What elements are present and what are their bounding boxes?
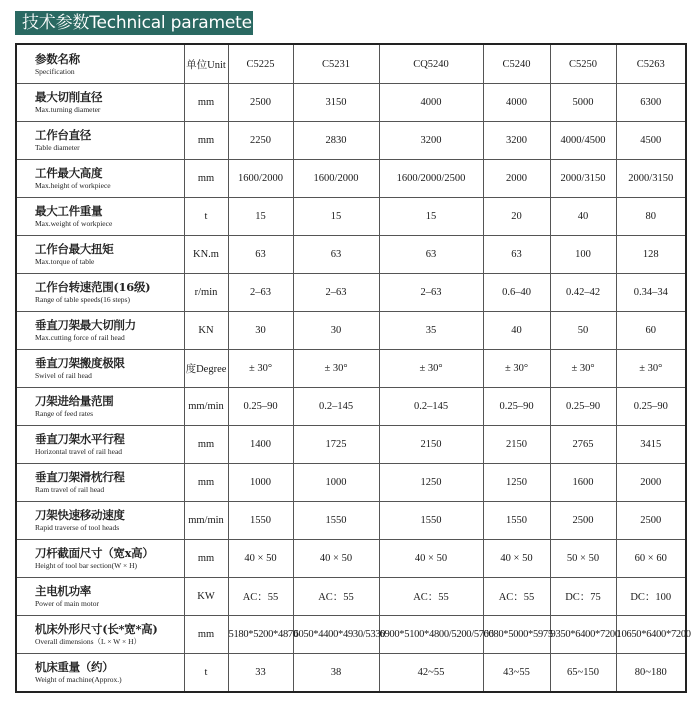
value-cell: 4000: [483, 84, 550, 122]
header-model-cq5240: CQ5240: [379, 44, 483, 84]
value-cell: 6680*5000*5975: [483, 616, 550, 654]
value-cell: 80~180: [616, 654, 686, 693]
spec-name-en: Horizontal travel of rail head: [35, 447, 123, 456]
value-cell: 35: [379, 312, 483, 350]
value-cell: 0.25–90: [616, 388, 686, 426]
spec-name-zh: 刀架进给量范围: [35, 394, 114, 408]
value-cell: 30: [228, 312, 293, 350]
unit-cell: 度Degree: [184, 350, 228, 388]
spec-name-zh: 主电机功率: [35, 584, 91, 598]
value-cell: 63: [483, 236, 550, 274]
header-model-c5240: C5240: [483, 44, 550, 84]
value-cell: 5000: [550, 84, 616, 122]
header-model-c5263: C5263: [616, 44, 686, 84]
value-cell: 40: [550, 198, 616, 236]
table-row: [16, 616, 686, 654]
unit-cell: mm: [184, 540, 228, 578]
header-model-c5225: C5225: [228, 44, 293, 84]
value-cell: 6900*5100*4800/5200/5700: [379, 616, 483, 654]
header-unit: 单位Unit: [184, 44, 228, 84]
spec-name-en: Swivel of rail head: [35, 371, 92, 380]
value-cell: 15: [228, 198, 293, 236]
value-cell: ± 30°: [228, 350, 293, 388]
value-cell: 0.25–90: [483, 388, 550, 426]
value-cell: 15: [293, 198, 379, 236]
value-cell: 1725: [293, 426, 379, 464]
value-cell: AC：55: [379, 578, 483, 616]
table-row: [16, 350, 686, 388]
value-cell: 2000/3150: [550, 160, 616, 198]
header-model-c5231: C5231: [293, 44, 379, 84]
value-cell: ± 30°: [379, 350, 483, 388]
spec-name-zh: 最大切削直径: [35, 90, 103, 104]
value-cell: 0.42–42: [550, 274, 616, 312]
value-cell: 1550: [483, 502, 550, 540]
value-cell: 6050*4400*4930/5330: [293, 616, 379, 654]
value-cell: AC：55: [228, 578, 293, 616]
table-row: [16, 122, 686, 160]
value-cell: 2–63: [379, 274, 483, 312]
value-cell: 2000/3150: [616, 160, 686, 198]
unit-cell: mm: [184, 84, 228, 122]
value-cell: 43~55: [483, 654, 550, 693]
spec-name-en: Max.turning diameter: [35, 105, 101, 114]
value-cell: 3150: [293, 84, 379, 122]
value-cell: 0.25–90: [228, 388, 293, 426]
value-cell: 1600/2000: [228, 160, 293, 198]
value-cell: 4500: [616, 122, 686, 160]
spec-name-en: Power of main motor: [35, 599, 99, 608]
spec-name-zh: 机床外形尺寸(长*宽*高): [35, 622, 158, 636]
spec-name-cell: [16, 122, 184, 160]
value-cell: 0.34–34: [616, 274, 686, 312]
value-cell: 40 × 50: [379, 540, 483, 578]
value-cell: 1000: [293, 464, 379, 502]
spec-name-cell: [16, 464, 184, 502]
table-row: [16, 198, 686, 236]
value-cell: 1550: [379, 502, 483, 540]
spec-name-cell: [16, 350, 184, 388]
value-cell: 38: [293, 654, 379, 693]
spec-name-cell: [16, 198, 184, 236]
value-cell: 0.2–145: [293, 388, 379, 426]
spec-name-zh: 垂直刀架水平行程: [35, 432, 125, 446]
header-spec-en: Specification: [35, 66, 75, 76]
value-cell: DC：100: [616, 578, 686, 616]
unit-cell: mm/min: [184, 502, 228, 540]
value-cell: ± 30°: [293, 350, 379, 388]
spec-name-en: Height of tool bar section(W × H): [35, 561, 137, 570]
spec-name-cell: [16, 426, 184, 464]
value-cell: ± 30°: [616, 350, 686, 388]
value-cell: 1250: [483, 464, 550, 502]
spec-name-en: Ram travel of rail head: [35, 485, 105, 494]
page-title: 技术参数Technical parameter: [15, 11, 253, 35]
value-cell: 40 × 50: [483, 540, 550, 578]
spec-name-en: Rapid traverse of tool heads: [35, 523, 120, 532]
value-cell: 42~55: [379, 654, 483, 693]
value-cell: AC：55: [483, 578, 550, 616]
table-header-row: [16, 44, 686, 84]
technical-parameter-table: [15, 43, 691, 693]
spec-name-cell: [16, 540, 184, 578]
spec-name-en: Max.torque of table: [35, 257, 95, 266]
value-cell: 0.2–145: [379, 388, 483, 426]
value-cell: 100: [550, 236, 616, 274]
spec-name-cell: [16, 578, 184, 616]
value-cell: 65~150: [550, 654, 616, 693]
value-cell: 2500: [228, 84, 293, 122]
table-row: [16, 502, 686, 540]
spec-name-cell: [16, 274, 184, 312]
value-cell: 2500: [616, 502, 686, 540]
spec-name-cell: [16, 654, 184, 693]
value-cell: 63: [228, 236, 293, 274]
header-spec-zh: 参数名称: [35, 51, 80, 66]
value-cell: 1600/2000/2500: [379, 160, 483, 198]
spec-name-zh: 垂直刀架搬度极限: [35, 356, 125, 370]
value-cell: 60: [616, 312, 686, 350]
value-cell: 80: [616, 198, 686, 236]
spec-name-cell: [16, 312, 184, 350]
unit-cell: mm: [184, 616, 228, 654]
spec-name-cell: [16, 616, 184, 654]
value-cell: 2765: [550, 426, 616, 464]
value-cell: AC：55: [293, 578, 379, 616]
unit-cell: mm: [184, 464, 228, 502]
unit-cell: mm: [184, 426, 228, 464]
spec-name-cell: [16, 502, 184, 540]
spec-name-zh: 工作台最大扭矩: [35, 242, 114, 256]
value-cell: 9350*6400*7200: [550, 616, 616, 654]
table-row: [16, 388, 686, 426]
value-cell: 2250: [228, 122, 293, 160]
value-cell: 5180*5200*4870: [228, 616, 293, 654]
value-cell: 1600/2000: [293, 160, 379, 198]
value-cell: 33: [228, 654, 293, 693]
table-row: [16, 464, 686, 502]
value-cell: 1000: [228, 464, 293, 502]
value-cell: 4000: [379, 84, 483, 122]
table-row: [16, 160, 686, 198]
table-row: [16, 540, 686, 578]
value-cell: 0.25–90: [550, 388, 616, 426]
spec-name-en: Table diameter: [35, 143, 80, 152]
spec-name-zh: 刀杆截面尺寸（宽x高）: [35, 546, 154, 560]
value-cell: 63: [293, 236, 379, 274]
value-cell: 40: [483, 312, 550, 350]
unit-cell: KW: [184, 578, 228, 616]
unit-cell: mm/min: [184, 388, 228, 426]
spec-name-zh: 工件最大高度: [35, 166, 103, 180]
value-cell: 50 × 50: [550, 540, 616, 578]
value-cell: 2000: [483, 160, 550, 198]
value-cell: 4000/4500: [550, 122, 616, 160]
value-cell: 2150: [483, 426, 550, 464]
value-cell: 2–63: [228, 274, 293, 312]
value-cell: 3200: [379, 122, 483, 160]
value-cell: 40 × 50: [293, 540, 379, 578]
spec-name-zh: 工作台直径: [35, 128, 91, 142]
table-row: [16, 426, 686, 464]
value-cell: ± 30°: [483, 350, 550, 388]
spec-name-cell: [16, 84, 184, 122]
spec-name-en: Overall dimensions（L × W × H）: [35, 637, 142, 646]
spec-name-en: Range of table speeds(16 steps): [35, 295, 130, 304]
value-cell: 128: [616, 236, 686, 274]
unit-cell: mm: [184, 160, 228, 198]
value-cell: DC：75: [550, 578, 616, 616]
value-cell: 3200: [483, 122, 550, 160]
value-cell: 15: [379, 198, 483, 236]
table-row: [16, 578, 686, 616]
value-cell: 40 × 50: [228, 540, 293, 578]
value-cell: 63: [379, 236, 483, 274]
header-model-c5250: C5250: [550, 44, 616, 84]
value-cell: 60 × 60: [616, 540, 686, 578]
value-cell: 50: [550, 312, 616, 350]
spec-name-en: Range of feed rates: [35, 409, 94, 418]
spec-name-zh: 最大工件重量: [35, 204, 103, 218]
value-cell: 2500: [550, 502, 616, 540]
table-row: [16, 84, 686, 122]
unit-cell: t: [184, 198, 228, 236]
value-cell: 1600: [550, 464, 616, 502]
header-specification: [16, 44, 184, 84]
table-row: [16, 312, 686, 350]
value-cell: 2–63: [293, 274, 379, 312]
spec-name-zh: 机床重量（约）: [35, 660, 114, 674]
value-cell: 2830: [293, 122, 379, 160]
spec-name-zh: 垂直刀架滑枕行程: [35, 470, 125, 484]
spec-name-en: Max.weight of workpiece: [35, 219, 113, 228]
value-cell: 6300: [616, 84, 686, 122]
spec-name-zh: 垂直刀架最大切削力: [35, 318, 136, 332]
unit-cell: r/min: [184, 274, 228, 312]
unit-cell: mm: [184, 122, 228, 160]
value-cell: 1400: [228, 426, 293, 464]
table-row: [16, 654, 686, 693]
value-cell: 30: [293, 312, 379, 350]
table-row: [16, 236, 686, 274]
value-cell: 2150: [379, 426, 483, 464]
value-cell: 3415: [616, 426, 686, 464]
value-cell: 2000: [616, 464, 686, 502]
spec-name-en: Max.height of workpiece: [35, 181, 111, 190]
spec-name-cell: [16, 160, 184, 198]
spec-name-zh: 工作台转速范围(16级): [35, 280, 151, 294]
value-cell: 10650*6400*7200: [616, 616, 686, 654]
unit-cell: KN.m: [184, 236, 228, 274]
spec-name-cell: [16, 388, 184, 426]
value-cell: 20: [483, 198, 550, 236]
value-cell: 1250: [379, 464, 483, 502]
unit-cell: KN: [184, 312, 228, 350]
value-cell: 1550: [228, 502, 293, 540]
spec-name-en: Weight of machine(Approx.): [35, 675, 122, 684]
spec-name-en: Max.cutting force of rail head: [35, 333, 125, 342]
spec-name-cell: [16, 236, 184, 274]
spec-name-zh: 刀架快速移动速度: [35, 508, 125, 522]
table-row: [16, 274, 686, 312]
unit-cell: t: [184, 654, 228, 693]
value-cell: 1550: [293, 502, 379, 540]
value-cell: 0.6–40: [483, 274, 550, 312]
value-cell: ± 30°: [550, 350, 616, 388]
